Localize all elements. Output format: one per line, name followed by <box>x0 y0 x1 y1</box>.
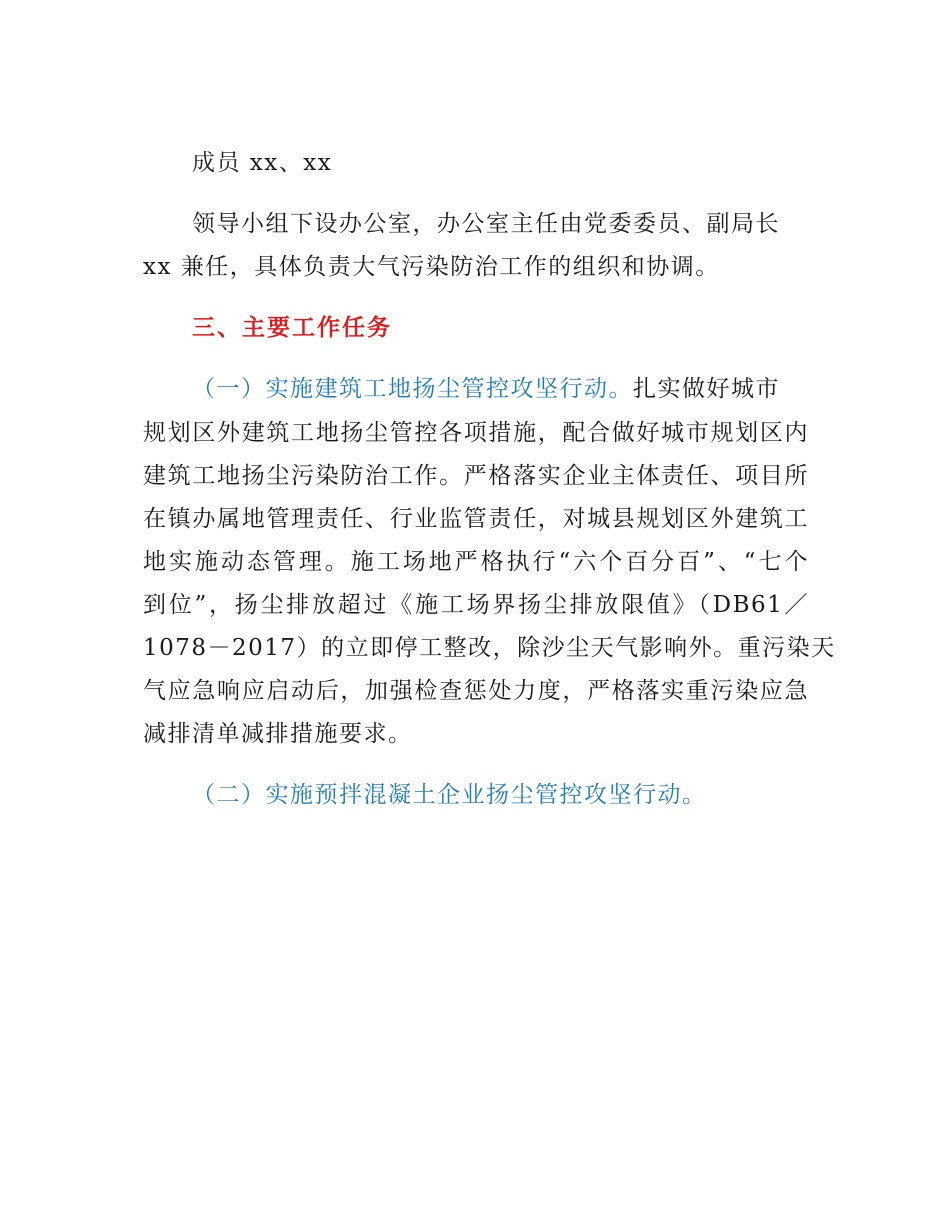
office-paragraph-line-2: xx 兼任，具体负责大气污染防治工作的组织和协调。 <box>143 254 720 280</box>
item1-line: 规划区外建筑工地扬尘管控各项措施，配合做好城市规划区内 <box>143 420 809 446</box>
item1-line: 在镇办属地管理责任、行业监管责任，对城县规划区外建筑工 <box>143 506 809 532</box>
office-paragraph-line-1: 领导小组下设办公室，办公室主任由党委委员、副局长 <box>192 211 780 237</box>
item1-title: （一）实施建筑工地扬尘管控攻坚行动。 <box>192 376 633 402</box>
item1-first-line-tail: 扎实做好城市 <box>633 376 780 402</box>
item1-line: 建筑工地扬尘污染防治工作。严格落实企业主体责任、项目所 <box>143 463 809 489</box>
item1-first-line <box>192 374 780 404</box>
item1-line: 到位”，扬尘排放超过《施工场界扬尘排放限值》（DB61／ <box>143 592 809 618</box>
item2-title: （二）实施预拌混凝土企业扬尘管控攻坚行动。 <box>192 782 707 808</box>
item1-line: 气应急响应启动后，加强检查惩处力度，严格落实重污染应急 <box>143 678 809 704</box>
members-line: 成员 xx、xx <box>192 150 333 176</box>
item1-line: 地实施动态管理。施工场地严格执行“六个百分百”、“七个 <box>143 549 809 575</box>
section-heading-main-tasks: 三、主要工作任务 <box>192 315 392 341</box>
item1-line: 1078－2017）的立即停工整改，除沙尘天气影响外。重污染天 <box>143 635 836 661</box>
item1-line: 减排清单减排措施要求。 <box>143 721 413 747</box>
